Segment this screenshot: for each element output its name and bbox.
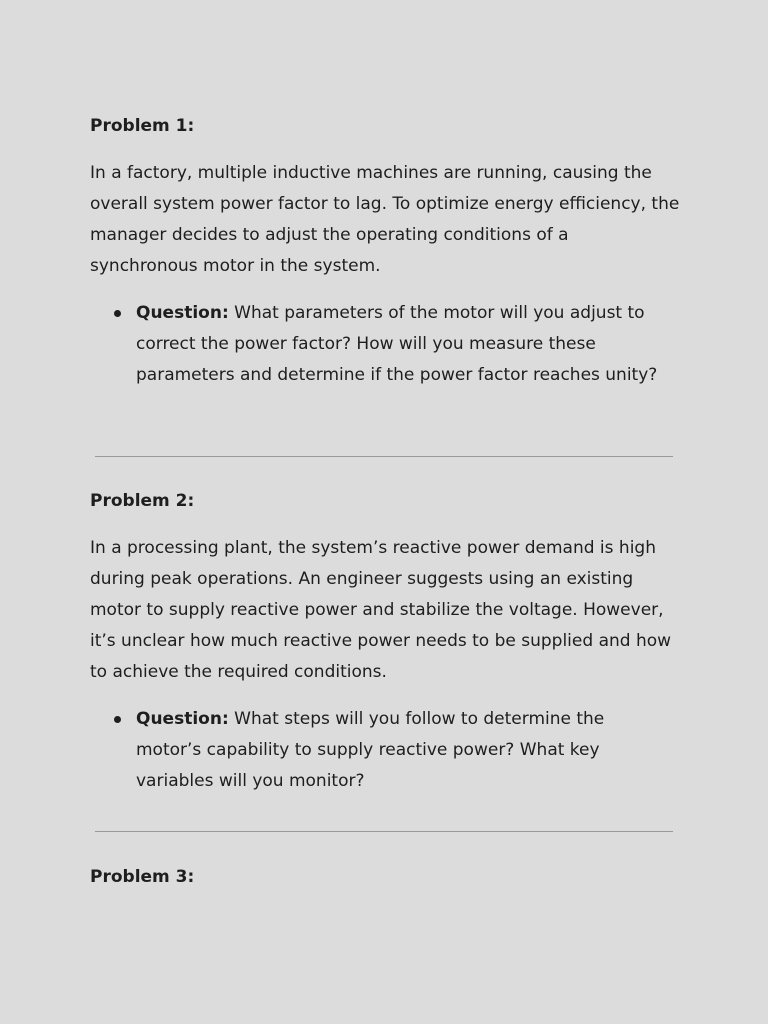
problem-2-body: In a processing plant, the system’s reactive power demand is high during peak operations. An engineer suggests using an existing motor to supply reactive power and stabilize the voltage. However, it’s unclear how much reactive power needs to be supplied and how to achieve the required conditions.	[90, 538, 672, 682]
section-divider	[95, 456, 673, 457]
problem-2-question	[90, 704, 656, 797]
problem-1-question	[90, 298, 676, 391]
problem-1-questions	[90, 298, 690, 391]
question-label: Question:	[136, 303, 229, 323]
problem-1	[90, 114, 690, 391]
problem-2-title: Problem 2:	[90, 491, 195, 511]
problem-2-questions	[90, 704, 690, 797]
problem-1-title: Problem 1:	[90, 116, 195, 136]
question-text: What steps will you follow to determine the motor’s capability to supply reactive power? What key variables will you monitor?	[136, 709, 605, 791]
question-text: What parameters of the motor will you adjust to correct the power factor? How will you measure these parameters and determine if the power factor reaches unity?	[136, 303, 658, 385]
question-label: Question:	[136, 709, 229, 729]
problem-2	[90, 489, 690, 797]
problem-3-title: Problem 3:	[90, 867, 195, 887]
bullet-icon	[114, 310, 121, 317]
problem-1-body: In a factory, multiple inductive machines are running, causing the overall system power factor to lag. To optimize energy efficiency, the manager decides to adjust the operating conditions of a synchronous motor in the system.	[90, 163, 680, 276]
section-divider	[95, 831, 673, 832]
problem-3	[90, 865, 690, 889]
bullet-icon	[114, 716, 121, 723]
